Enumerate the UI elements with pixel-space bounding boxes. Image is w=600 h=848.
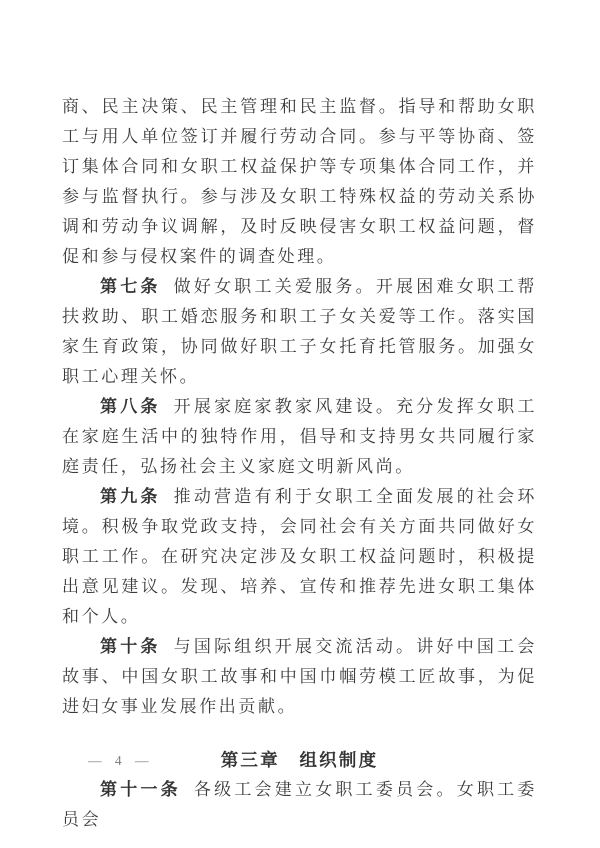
article-7-paragraph [62, 272, 537, 392]
paragraph-continuation: 商、民主决策、民主管理和民主监督。指导和帮助女职工与用人单位签订并履行劳动合同。参与平等协商、签订集体合同和女职工权益保护等专项集体合同工作，并参与监督执行。参与涉及女职工特殊权益的劳动关系协调和劳动争议调解，及时反映侵害女职工权益问题，督促和参与侵权案件的调查处理。 [62, 97, 537, 266]
article-10-text: 与国际组织开展交流活动。讲好中国工会故事、中国女职工故事和中国巾帼劳模工匠故事，为促进妇女事业发展作出贡献。 [62, 637, 537, 716]
article-7-number: 第七条 [100, 277, 161, 296]
article-8-text: 开展家庭家教家风建设。充分发挥女职工在家庭生活中的独特作用，倡导和支持男女共同履行家庭责任，弘扬社会主义家庭文明新风尚。 [62, 397, 537, 476]
article-11-text: 各级工会建立女职工委员会。女职工委员会 [62, 780, 538, 829]
article-9-paragraph [62, 482, 537, 632]
article-7-text: 做好女职工关爱服务。开展困难女职工帮扶救助、职工婚恋服务和职工子女关爱等工作。落实国家生育政策，协同做好职工子女托育托管服务。加强女职工心理关怀。 [62, 277, 537, 386]
article-10-paragraph [62, 632, 537, 722]
chapter-3-heading: 第三章 组织制度 [220, 750, 379, 770]
article-9-text: 推动营造有利于女职工全面发展的社会环境。积极争取党政支持，会同社会有关方面共同做好女职工工作。在研究决定涉及女职工权益问题时，积极提出意见建议。发现、培养、宣传和推荐先进女职工集体和个人。 [62, 487, 537, 626]
article-8-paragraph [62, 392, 537, 482]
article-11-paragraph [62, 775, 537, 835]
article-11-number: 第十一条 [100, 780, 181, 799]
page-number: — 4 — [88, 753, 151, 768]
article-9-number: 第九条 [100, 487, 161, 506]
article-8-number: 第八条 [100, 397, 161, 416]
article-10-number: 第十条 [100, 637, 161, 656]
